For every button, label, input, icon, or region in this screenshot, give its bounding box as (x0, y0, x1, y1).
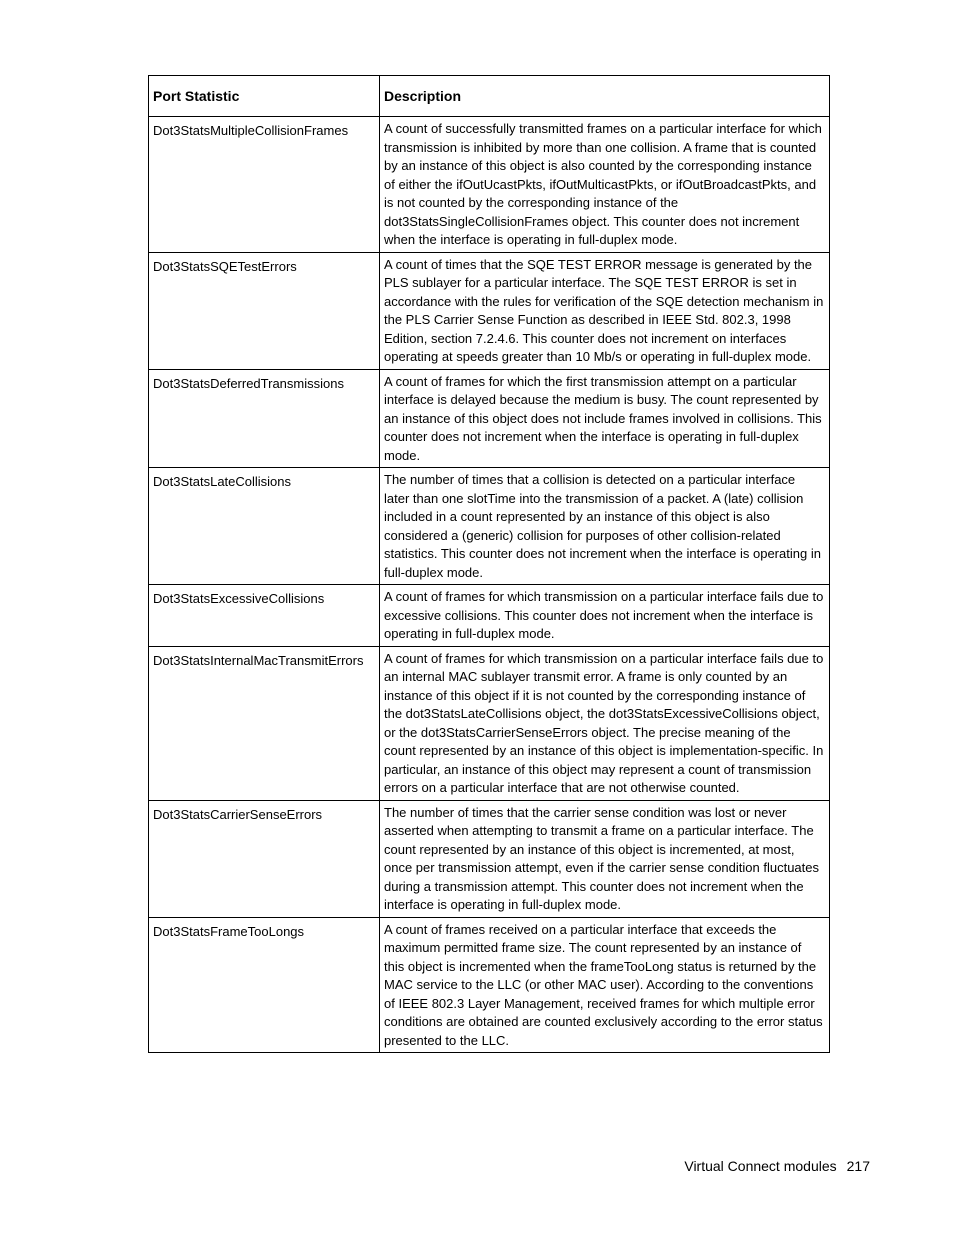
stat-name-cell: Dot3StatsInternalMacTransmitErrors (149, 646, 380, 800)
stat-description-cell: The number of times that the carrier sense condition was lost or never asserted when attempting to transmit a frame on a particular interface. The count represented by an instance of this object is incremented, at most, once per transmission attempt, even if the carrier sense condition fluctuates during a transmission attempt. This counter does not increment when the interface is operating in full-duplex mode. (380, 800, 830, 917)
stat-name-cell: Dot3StatsMultipleCollisionFrames (149, 117, 380, 253)
page-number: 217 (846, 1158, 870, 1174)
stat-name-cell: Dot3StatsCarrierSenseErrors (149, 800, 380, 917)
table-header-row (149, 76, 830, 117)
stat-description-cell: A count of successfully transmitted frames on a particular interface for which transmission is inhibited by more than one collision. A frame that is counted by an instance of this object is also counted by the corresponding instance of either the ifOutUcastPkts, ifOutMulticastPkts, or ifOutBroadcastPkts, and is not counted by the corresponding instance of the dot3StatsSingleCollisionFrames object. This counter does not increment when the interface is operating in full-duplex mode. (380, 117, 830, 253)
table-row (149, 468, 830, 585)
stat-description-cell: A count of frames for which the first transmission attempt on a particular interface is delayed because the medium is busy. The count represented by an instance of this object does not include frames involved in collisions. This counter does not increment when the interface is operating in full-duplex mode. (380, 369, 830, 468)
footer-section-title: Virtual Connect modules (684, 1158, 837, 1174)
table-row (149, 800, 830, 917)
stat-description-cell: A count of frames for which transmission on a particular interface fails due to excessive collisions. This counter does not increment when the interface is operating in full-duplex mode. (380, 585, 830, 647)
port-statistics-table (148, 75, 830, 1053)
stat-description-cell: The number of times that a collision is detected on a particular interface later than one slotTime into the transmission of a packet. A (late) collision included in a count represented by an instance of this object is also considered a (generic) collision for purposes of other collision-related statistics. This counter does not increment when the interface is operating in full-duplex mode. (380, 468, 830, 585)
stat-description-cell: A count of frames for which transmission on a particular interface fails due to an internal MAC sublayer transmit error. A frame is only counted by an instance of this object if it is not counted by the corresponding instance of the dot3StatsLateCollisions object, the dot3StatsExcessiveCollisions object, or the dot3StatsCarrierSenseErrors object. The precise meaning of the count represented by an instance of this object is implementation-specific. In particular, an instance of this object may represent a count of transmission errors on a particular interface that are not otherwise counted. (380, 646, 830, 800)
table-row (149, 117, 830, 253)
stat-name-cell: Dot3StatsExcessiveCollisions (149, 585, 380, 647)
table-row (149, 585, 830, 647)
table-row (149, 369, 830, 468)
stat-name-cell: Dot3StatsFrameTooLongs (149, 917, 380, 1053)
column-header-port-statistic: Port Statistic (149, 76, 380, 117)
table-row (149, 646, 830, 800)
stat-description-cell: A count of times that the SQE TEST ERROR message is generated by the PLS sublayer for a particular interface. The SQE TEST ERROR is set in accordance with the rules for verification of the SQE detection mechanism in the PLS Carrier Sense Function as described in IEEE Std. 802.3, 1998 Edition, section 7.2.4.6. This counter does not increment on interfaces operating at speeds greater than 10 Mb/s or operating in full-duplex mode. (380, 252, 830, 369)
stat-name-cell: Dot3StatsLateCollisions (149, 468, 380, 585)
page-footer (684, 1158, 870, 1174)
stat-name-cell: Dot3StatsDeferredTransmissions (149, 369, 380, 468)
table-row (149, 252, 830, 369)
table-row (149, 917, 830, 1053)
stat-description-cell: A count of frames received on a particular interface that exceeds the maximum permitted frame size. The count represented by an instance of this object is incremented when the frameTooLong status is returned by the MAC service to the LLC (or other MAC user). According to the conventions of IEEE 802.3 Layer Management, received frames for which multiple error conditions are obtained are counted exclusively according to the error status presented to the LLC. (380, 917, 830, 1053)
stat-name-cell: Dot3StatsSQETestErrors (149, 252, 380, 369)
column-header-description: Description (380, 76, 830, 117)
